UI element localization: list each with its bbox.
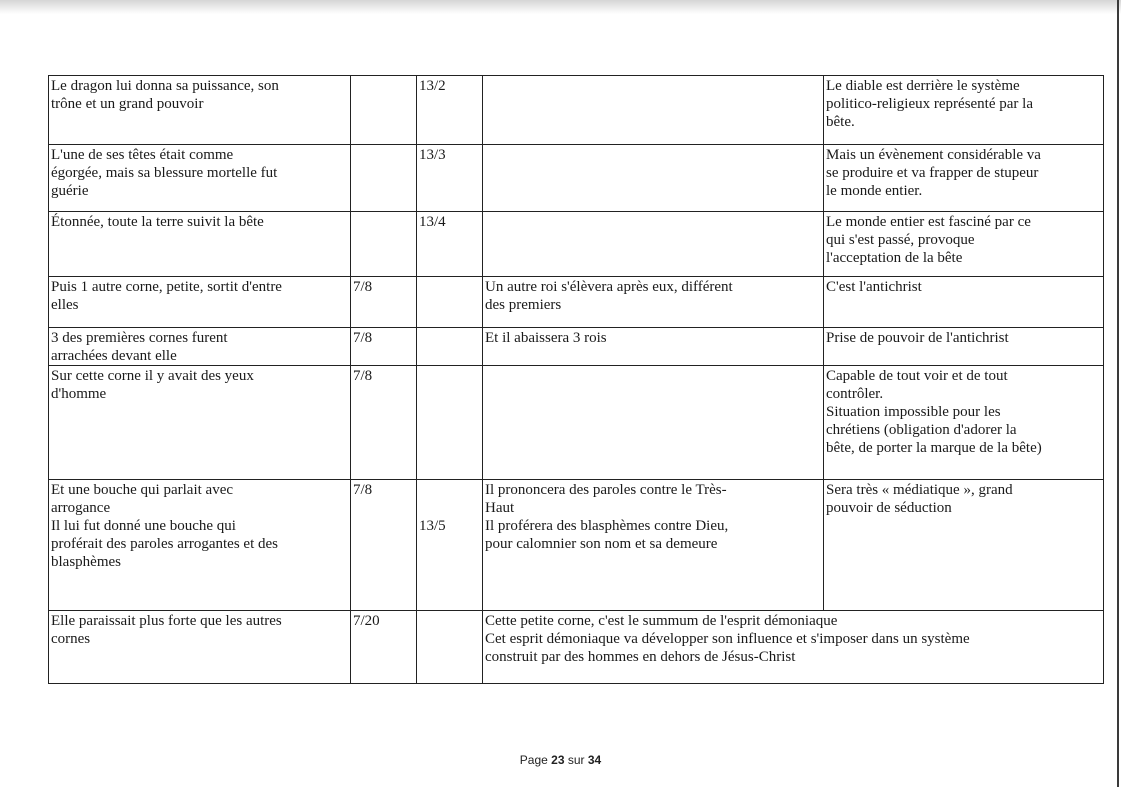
table-row [49, 366, 1104, 480]
cell-line: 13/4 [419, 214, 446, 230]
cell-col3 [417, 212, 483, 277]
cell-col5 [824, 277, 1104, 328]
cell-line: contrôler. [826, 386, 884, 402]
cell-col3 [417, 76, 483, 145]
cell-col1 [49, 277, 351, 328]
cell-line: bête, de porter la marque de la bête) [826, 440, 1042, 456]
cell-line: 13/3 [419, 147, 446, 163]
cell-col3 [417, 145, 483, 212]
cell-line: des premiers [485, 297, 562, 313]
cell-col1 [49, 611, 351, 684]
cell-col3 [417, 328, 483, 366]
cell-line: arrachées devant elle [51, 348, 177, 364]
cell-line: bête. [826, 114, 855, 130]
cell-line: proférait des paroles arrogantes et des [51, 536, 278, 552]
cell-line: le monde entier. [826, 183, 923, 199]
top-shade [0, 0, 1121, 14]
cell-line: Cet esprit démoniaque va développer son influence et s'imposer dans un système [485, 631, 970, 647]
cell-col4 [483, 145, 824, 212]
cell-line: Un autre roi s'élèvera après eux, différent [485, 279, 733, 295]
cell-line: politico-religieux représenté par la [826, 96, 1033, 112]
cell-line: Et il abaissera 3 rois [485, 330, 607, 346]
cell-col5 [824, 212, 1104, 277]
cell-line: chrétiens (obligation d'adorer la [826, 422, 1017, 438]
table-row [49, 212, 1104, 277]
table-row [49, 611, 1104, 684]
cell-col4 [483, 366, 824, 480]
cell-col1 [49, 480, 351, 611]
cell-line: Sur cette corne il y avait des yeux [51, 368, 254, 384]
cell-col4 [483, 328, 824, 366]
cell-col3 [417, 277, 483, 328]
cell-line: arrogance [51, 500, 111, 516]
cell-line: égorgée, mais sa blessure mortelle fut [51, 165, 278, 181]
cell-col2 [351, 328, 417, 366]
cell-line: Il lui fut donné une bouche qui [51, 518, 236, 534]
cell-col2 [351, 145, 417, 212]
table-row [49, 76, 1104, 145]
cell-line: Le diable est derrière le système [826, 78, 1020, 94]
page-edge-rule [1117, 0, 1119, 787]
cell-line: Il proférera des blasphèmes contre Dieu, [485, 518, 729, 534]
table-row [49, 328, 1104, 366]
cell-line: 7/8 [353, 482, 373, 498]
cell-col2 [351, 366, 417, 480]
cell-line: Étonnée, toute la terre suivit la bête [51, 214, 264, 230]
cell-col5 [824, 366, 1104, 480]
cell-col1 [49, 76, 351, 145]
cell-col2 [351, 480, 417, 611]
comparison-table [48, 75, 1104, 684]
cell-line: d'homme [51, 386, 107, 402]
cell-line: Cette petite corne, c'est le summum de l'esprit démoniaque [485, 613, 838, 629]
cell-line: Il prononcera des paroles contre le Très- [485, 482, 727, 498]
cell-col5 [824, 145, 1104, 212]
table-row [49, 277, 1104, 328]
cell-col2 [351, 212, 417, 277]
cell-line: 13/5 [419, 518, 446, 534]
cell-line: C'est l'antichrist [826, 279, 922, 295]
cell-line: 3 des premières cornes furent [51, 330, 228, 346]
cell-line [419, 481, 480, 499]
cell-line: elles [51, 297, 79, 313]
cell-line: 7/8 [353, 368, 373, 384]
cell-line: 13/2 [419, 78, 446, 94]
cell-col1 [49, 145, 351, 212]
page-footer [0, 753, 1121, 767]
cell-merged-commentary [483, 611, 1104, 684]
cell-line: Situation impossible pour les [826, 404, 1001, 420]
cell-line: Haut [485, 500, 515, 516]
cell-col4 [483, 277, 824, 328]
cell-line: pour calomnier son nom et sa demeure [485, 536, 718, 552]
cell-line: l'acceptation de la bête [826, 250, 963, 266]
cell-col1 [49, 328, 351, 366]
cell-col4 [483, 212, 824, 277]
cell-line: Elle paraissait plus forte que les autres [51, 613, 282, 629]
table-row [49, 145, 1104, 212]
cell-line: 7/8 [353, 279, 373, 295]
cell-col4 [483, 480, 824, 611]
cell-col5 [824, 76, 1104, 145]
cell-line: cornes [51, 631, 91, 647]
cell-line: Le monde entier est fasciné par ce [826, 214, 1031, 230]
cell-line: L'une de ses têtes était comme [51, 147, 234, 163]
footer-total-pages: 34 [587, 753, 602, 767]
cell-col1 [49, 212, 351, 277]
cell-line: guérie [51, 183, 89, 199]
cell-line: Mais un évènement considérable va [826, 147, 1041, 163]
cell-col4 [483, 76, 824, 145]
cell-line: Capable de tout voir et de tout [826, 368, 1008, 384]
cell-line: Et une bouche qui parlait avec [51, 482, 234, 498]
cell-line: 7/8 [353, 330, 373, 346]
cell-line: Prise de pouvoir de l'antichrist [826, 330, 1009, 346]
cell-col1 [49, 366, 351, 480]
cell-line: qui s'est passé, provoque [826, 232, 975, 248]
cell-line: Puis 1 autre corne, petite, sortit d'entre [51, 279, 282, 295]
cell-line: Sera très « médiatique », grand [826, 482, 1013, 498]
cell-col5 [824, 328, 1104, 366]
cell-line: pouvoir de séduction [826, 500, 952, 516]
cell-col3 [417, 611, 483, 684]
cell-col3 [417, 480, 483, 611]
table-row [49, 480, 1104, 611]
footer-middle: sur [567, 753, 585, 767]
cell-line: construit par des hommes en dehors de Jésus-Christ [485, 649, 796, 665]
cell-col2 [351, 611, 417, 684]
cell-col3 [417, 366, 483, 480]
footer-prefix: Page [519, 753, 548, 767]
cell-col2 [351, 277, 417, 328]
cell-line: Le dragon lui donna sa puissance, son [51, 78, 279, 94]
footer-current-page: 23 [551, 753, 565, 767]
cell-line: 7/20 [353, 613, 380, 629]
cell-line [419, 499, 480, 517]
cell-line: trône et un grand pouvoir [51, 96, 204, 112]
cell-line: blasphèmes [51, 554, 121, 570]
cell-line: se produire et va frapper de stupeur [826, 165, 1039, 181]
cell-col2 [351, 76, 417, 145]
cell-col5 [824, 480, 1104, 611]
